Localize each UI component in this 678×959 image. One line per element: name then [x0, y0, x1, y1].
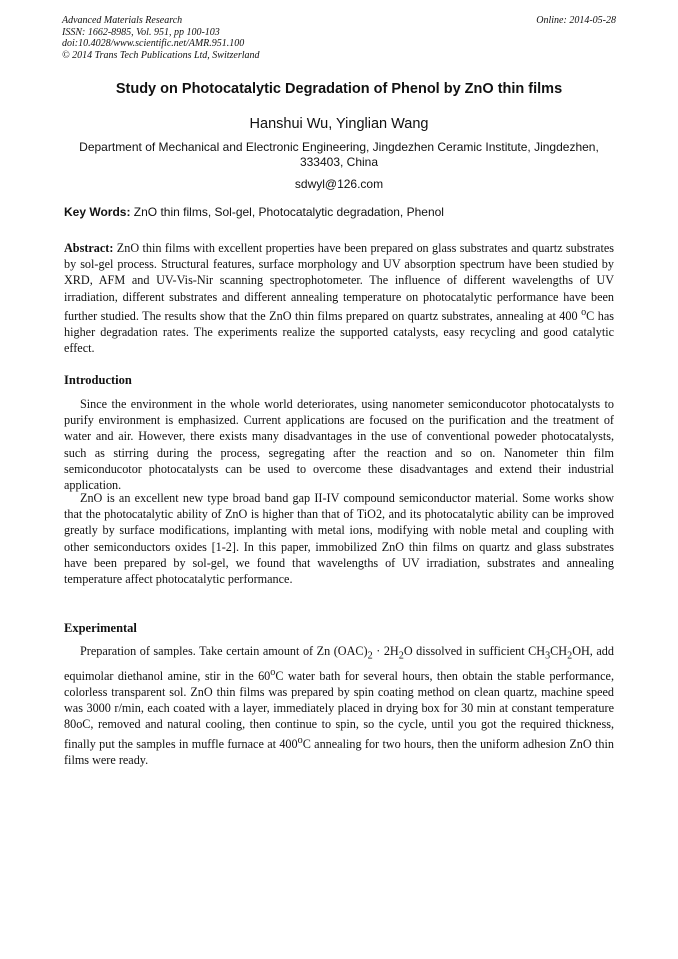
keywords-text: ZnO thin films, Sol-gel, Photocatalytic degradation, Phenol	[130, 205, 444, 219]
experimental-heading: Experimental	[64, 621, 137, 635]
exp-text-6: C water bath for several hours, then obtain the stable performance, colorless transparent sol. ZnO thin films was prepared by spin coating method on clean quartz, machine speed was 3000 r/min, each coated with a layer, immediately placed in drying box for 30 min at constant temperature 80oC, removed and natural cooling, then continue to spin, so the cycle, until you got the required thickness, finally put the samples in muffle furnace at 400	[64, 668, 614, 751]
exp-text-3: O dissolved in sufficient CH	[403, 644, 546, 658]
introduction-paragraph-2: ZnO is an excellent new type broad band gap II-IV compound semiconductor material. Some works show that the photocatalytic ability of ZnO is higher than that of TiO2, and its photocatalytic ability can be improved greatly by surface modifications, implanting with metal ions, modifying with noble metal and coupling with other semiconductors oxides [1-2]. In this paper, immobilized ZnO thin films on quartz and glass substrates have been prepared by sol-gel, we found that wavelengths of UV irradiation, substrates and annealing temperature affect photocatalytic performance.	[64, 491, 614, 587]
exp-sup-2: o	[297, 734, 303, 746]
exp-text-5: OH, add equimolar diethanol amine, stir in the 60	[64, 644, 614, 683]
copyright-line: © 2014 Trans Tech Publications Ltd, Switzerland	[62, 49, 260, 61]
introduction-heading: Introduction	[64, 373, 132, 387]
paper-authors: Hanshui Wu, Yinglian Wang	[249, 116, 429, 132]
journal-header	[62, 15, 616, 61]
exp-sup-1: o	[270, 666, 276, 678]
exp-sub-4: 2	[567, 650, 573, 662]
degree-mark: o	[581, 306, 587, 318]
keywords	[64, 205, 618, 219]
abstract-text-b: C has higher degradation rates. The experiments realize the supported catalysts, easy recycling and good catalytic effect.	[64, 308, 615, 356]
exp-sub-1: 2	[367, 650, 373, 662]
paper-title: Study on Photocatalytic Degradation of Phenol by ZnO thin films	[115, 81, 563, 97]
author-email: sdwyl@126.com	[294, 177, 384, 191]
abstract-text-a: ZnO thin films with excellent properties have been prepared on glass substrates and quartz substrates by sol-gel process. Structural features, surface morphology and UV absorption spectrum have been studied by XRD, AFM and UV-Vis-Nir scanning spectrophotometer. The influence of different wavelengths of UV irradiation, different substrates and different annealing temperature on photocatalytic performance have been further studied. The results show that the ZnO thin films prepared on quartz substrates, annealing at 400	[64, 241, 615, 323]
online-date: Online: 2014-05-28	[536, 15, 616, 26]
journal-name: Advanced Materials Research	[62, 15, 183, 26]
exp-sub-2: 2	[398, 650, 404, 662]
experimental-paragraph	[64, 643, 614, 768]
exp-text-1: Preparation of samples. Take certain amount of Zn (OAC)	[80, 644, 368, 658]
paper-affiliation: Department of Mechanical and Electronic Engineering, Jingdezhen Ceramic Institute, Jingdezhen, 333403, China	[79, 140, 599, 169]
keywords-label: Key Words:	[64, 205, 131, 219]
exp-text-4: CH	[550, 644, 568, 658]
introduction-paragraph-1: Since the environment in the whole world deteriorates, using nanometer semiconducotor photocatalysts to purify environment is emphasized. Current applications are focused on the purification and the treatment of water and air. However, there exists many disadvantages in the use of conventional poweder photocatalysts, such as stirring during the process, segregating after the reaction and so on. Nanometer thin film semiconducotor photocatalysts can be used to overcome these disadvantages and extend their industrial application.	[64, 397, 614, 493]
exp-text-2: · 2H	[372, 644, 399, 658]
abstract-separator: :	[109, 241, 114, 255]
abstract-label: Abstract	[64, 241, 110, 255]
exp-text-7: C annealing for two hours, then the uniform adhesion ZnO thin films were ready.	[64, 736, 614, 767]
exp-sub-3: 3	[545, 650, 551, 662]
abstract	[64, 240, 614, 356]
issn-line: ISSN: 1662-8985, Vol. 951, pp 100-103	[62, 26, 220, 38]
doi-line: doi:10.4028/www.scientific.net/AMR.951.100	[62, 38, 245, 49]
